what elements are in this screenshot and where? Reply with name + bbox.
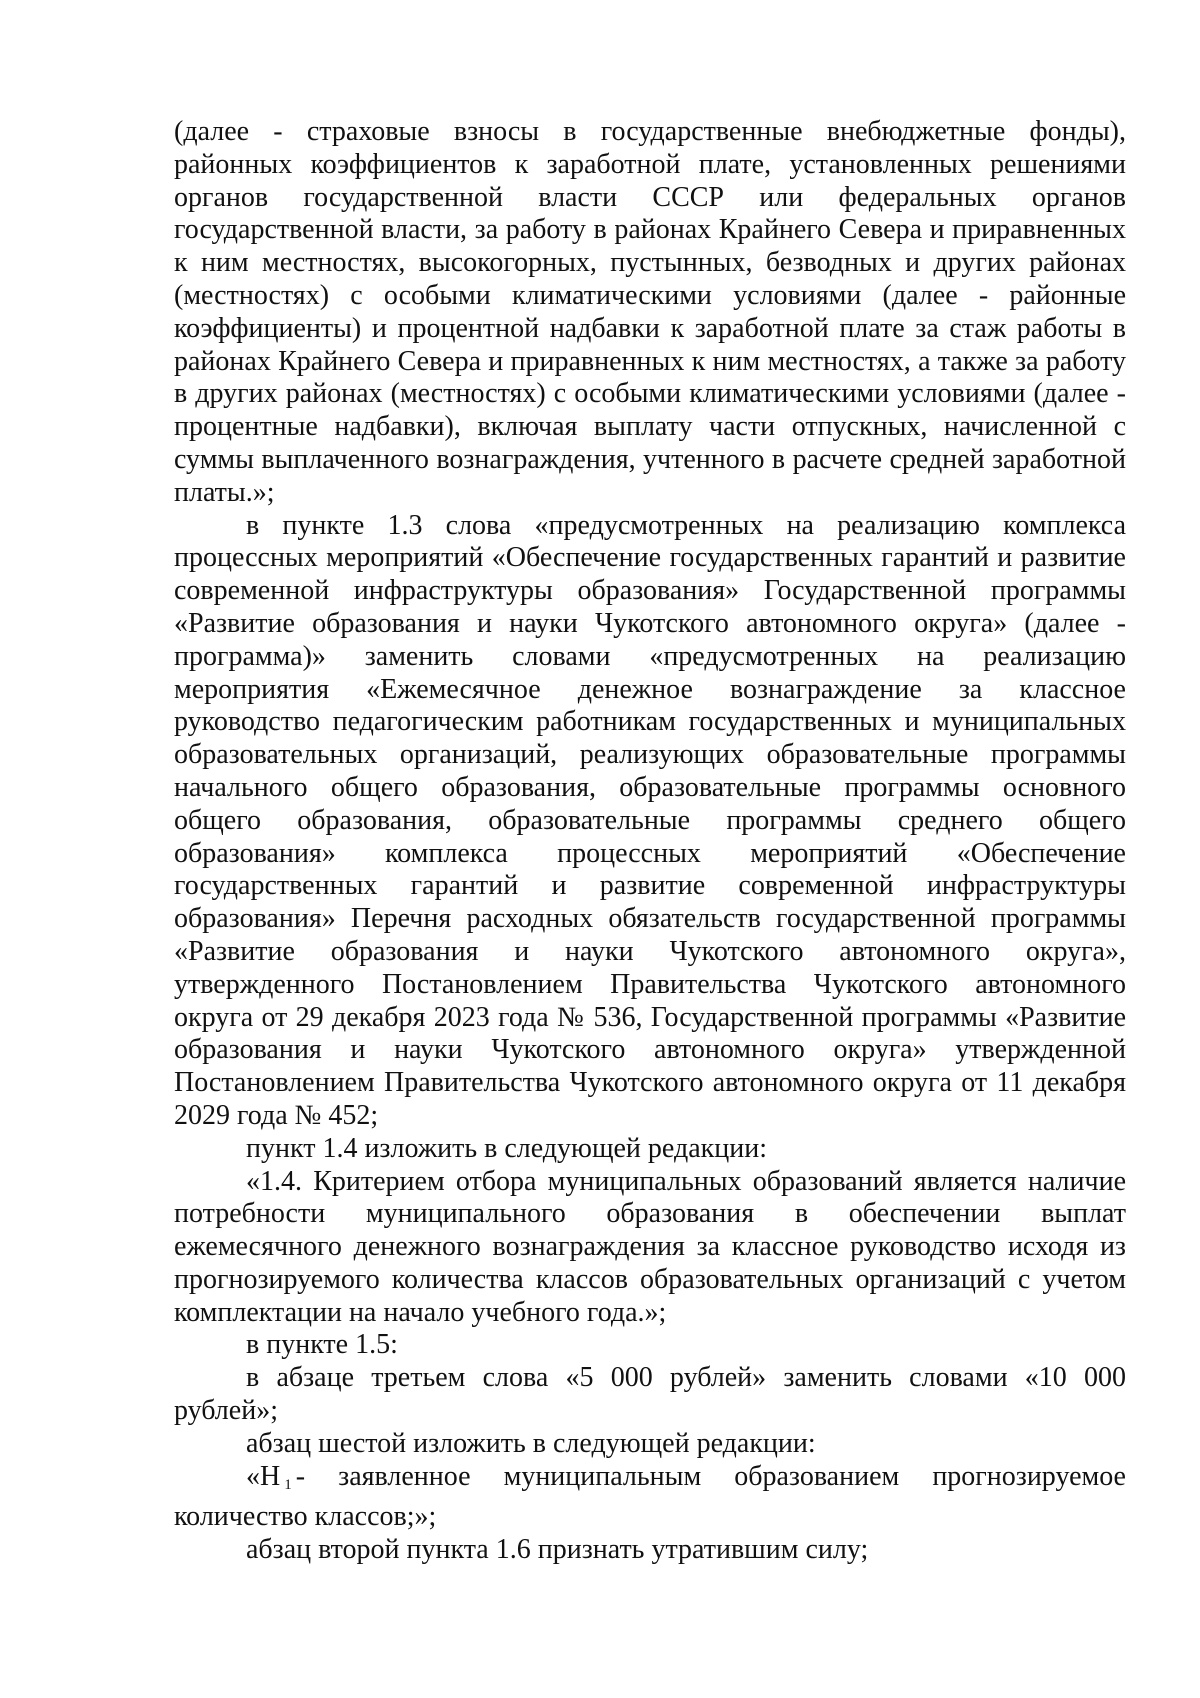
paragraph-point-1-4-intro: пункт 1.4 изложить в следующей редакции: <box>246 1132 767 1164</box>
formula-prefix: «Н <box>246 1460 281 1492</box>
paragraph-point-1-5-third: в абзаце третьем слова «5 000 рублей» заменить словами «10 000 рублей»; <box>174 1362 1126 1427</box>
paragraph-point-1-5-intro: в пункте 1.5: <box>246 1329 398 1361</box>
paragraph-point-1-6: абзац второй пункта 1.6 признать утратившим силу; <box>246 1534 869 1566</box>
document-page <box>174 116 1126 1567</box>
formula-subscript: 1 <box>284 1476 292 1493</box>
formula-suffix: - заявленное муниципальным образованием прогнозируемое количество классов;»; <box>174 1460 1126 1533</box>
paragraph-point-1-3: в пункте 1.3 слова «предусмотренных на реализацию комплекса процессных мероприятий «Обеспечение государственных гарантий и развитие современной инфраструктуры образования» Государственной программы «Развитие образования и науки Чукотского автономного округа» (далее - программа)» заменить словами «предусмотренных на реализацию мероприятия «Ежемесячное денежное вознаграждение за классное руководство педагогическим работникам государственных и муниципальных образовательных организаций, реализующих образовательные программы начального общего образования, образовательные программы основного общего образования, образовательные программы среднего общего образования» комплекса процессных мероприятий «Обеспечение государственных гарантий и развитие современной инфраструктуры образования» Перечня расходных обязательств государственной программы «Развитие образования и науки Чукотского автономного округа», утвержденного Постановлением Правительства Чукотского автономного округа от 29 декабря 2023 года № 536, Государственной программы «Развитие образования и науки Чукотского автономного округа» утвержденной Постановлением Правительства Чукотского автономного округа от 11 декабря 2029 года № 452; <box>174 509 1126 1131</box>
paragraph-point-1-4-text: «1.4. Критерием отбора муниципальных образований является наличие потребности муниципального образования в обеспечении выплат ежемесячного денежного вознаграждения за классное руководство исходя из прогнозируемого количества классов образовательных организаций с учетом комплектации на начало учебного года.»; <box>174 1165 1126 1328</box>
paragraph-point-1-5-sixth-intro: абзац шестой изложить в следующей редакции: <box>246 1427 816 1459</box>
paragraph-formula-n1 <box>174 1461 1126 1535</box>
paragraph-continuation-insurance: (далее - страховые взносы в государственные внебюджетные фонды), районных коэффициентов к заработной плате, установленных решениями органов государственной власти СССР или федеральных органов государственной власти, за работу в районах Крайнего Севера и приравненных к ним местностях, высокогорных, пустынных, безводных и других районах (местностях) с особыми климатическими условиями (далее - районные коэффициенты) и процентной надбавки к заработной плате за стаж работы в районах Крайнего Севера и приравненных к ним местностях, а также за работу в других районах (местностях) с особыми климатическими условиями (далее - процентные надбавки), включая выплату части отпускных, начисленной с суммы выплаченного вознаграждения, учтенного в расчете средней заработной платы.»; <box>174 116 1126 508</box>
